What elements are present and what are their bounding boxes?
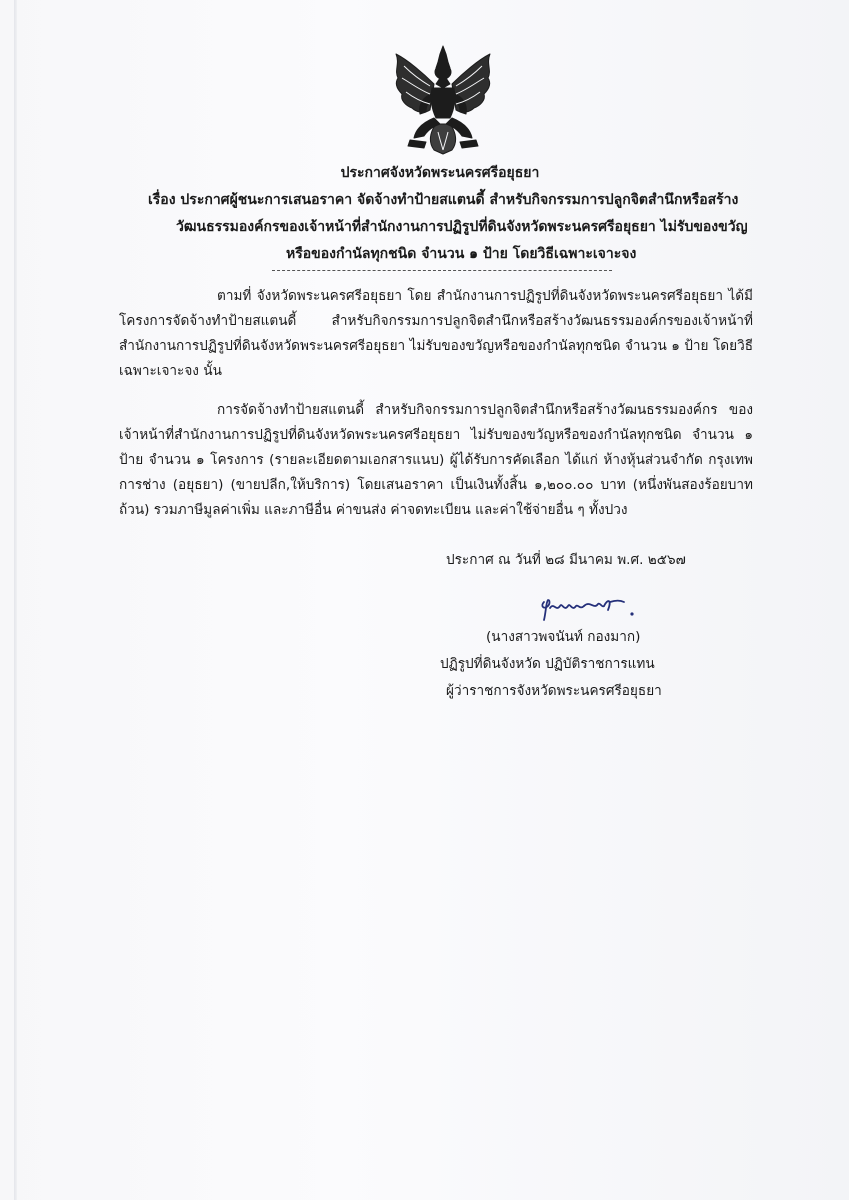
signer-name: (นางสาวพจนันท์ กองมาก) [486, 629, 641, 645]
dashed-divider [272, 270, 612, 271]
subject-line-1: เรื่อง ประกาศผู้ชนะการเสนอราคา จัดจ้างทำป้ายสแตนดี้ สำหรับกิจกรรมการปลูกจิตสำนึกหรือสร้าง [148, 192, 739, 208]
body-paragraph-2: การจัดจ้างทำป้ายสแตนดี้ สำหรับกิจกรรมการปลูกจิตสำนึกหรือสร้างวัฒนธรรมองค์กร ของเจ้าหน้าที่สำนักงานการปฏิรูปที่ดินจังหวัดพระนครศรีอยุธยา ไม่รับของขวัญหรือของกำนัลทุกชนิด จำนวน ๑ ป้าย จำนวน ๑ โครงการ (รายละเอียดตามเอกสารแนบ) ผู้ได้รับการคัดเลือก ได้แก่ ห้างหุ้นส่วนจำกัด กรุงเทพการช่าง (อยุธยา) (ขายปลีก,ให้บริการ) โดยเสนอราคา เป็นเงินทั้งสิ้น ๑,๒๐๐.๐๐ บาท (หนึ่งพันสองร้อยบาทถ้วน) รวมภาษีมูลค่าเพิ่ม และภาษีอื่น ค่าขนส่ง ค่าจดทะเบียน และค่าใช้จ่ายอื่น ๆ ทั้งปวง [119, 402, 753, 518]
signer-position-2: ผู้ว่าราชการจังหวัดพระนครศรีอยุธยา [446, 683, 662, 699]
announcement-body [119, 284, 753, 523]
signer-position-1: ปฏิรูปที่ดินจังหวัด ปฏิบัติราชการแทน [440, 656, 655, 672]
garuda-emblem-icon [390, 44, 496, 156]
announcement-title: ประกาศจังหวัดพระนครศรีอยุธยา [340, 165, 540, 181]
signer-block [440, 624, 700, 705]
page-edge-shadow [14, 0, 17, 1200]
announcement-header [120, 160, 760, 268]
subject-line-3: หรือของกำนัลทุกชนิด จำนวน ๑ ป้าย โดยวิธีเฉพาะเจาะจง [286, 246, 637, 262]
announcement-date: ประกาศ ณ วันที่ ๒๘ มีนาคม พ.ศ. ๒๕๖๗ [446, 552, 686, 568]
body-paragraph-1: ตามที่ จังหวัดพระนครศรีอยุธยา โดย สำนักงานการปฏิรูปที่ดินจังหวัดพระนครศรีอยุธยา ได้มีโครงการจัดจ้างทำป้ายสแตนดี้ สำหรับกิจกรรมการปลูกจิตสำนึกหรือสร้างวัฒนธรรมองค์กรของเจ้าหน้าที่ สำนักงานการปฏิรูปที่ดินจังหวัดพระนครศรีอยุธยา ไม่รับของขวัญหรือของกำนัลทุกชนิด จำนวน ๑ ป้าย โดยวิธีเฉพาะเจาะจง นั้น [119, 288, 753, 379]
handwritten-signature [538, 594, 642, 624]
subject-line-2: วัฒนธรรมองค์กรของเจ้าหน้าที่สำนักงานการปฏิรูปที่ดินจังหวัดพระนครศรีอยุธยา ไม่รับของขวัญ [176, 219, 748, 235]
